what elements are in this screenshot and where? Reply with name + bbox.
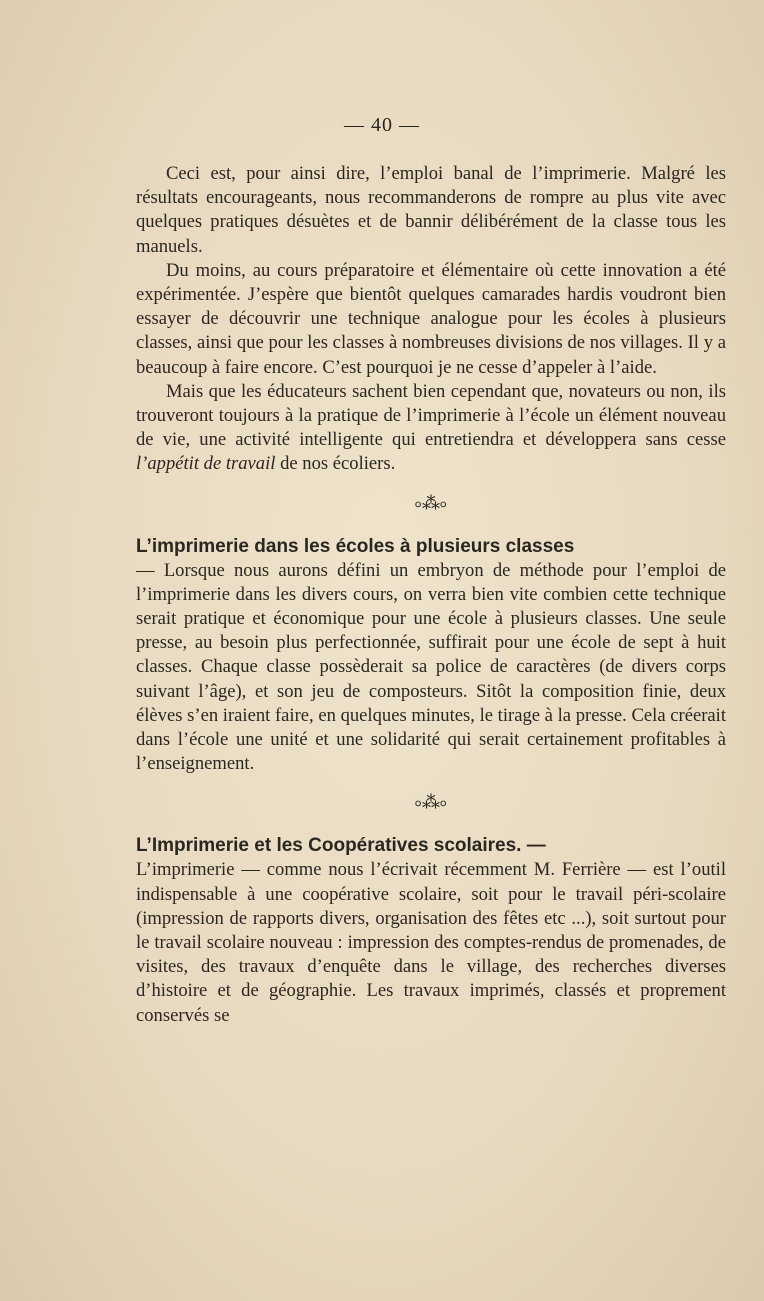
section-2-heading: L’Imprimerie et les Coopératives scolaires. — [136, 835, 522, 857]
paragraph-3-italic: l’appétit de travail — [136, 453, 276, 475]
paragraph-3 — [136, 380, 726, 477]
section-2-dash: — — [521, 835, 546, 857]
section-1-heading: L’imprimerie dans les écoles à plusieurs classes — [136, 535, 575, 557]
paragraph-1: Ceci est, pour ainsi dire, l’emploi banal de l’imprimerie. Malgré les résultats encourageants, nous recommanderons de rompre au plus vite avec quelques pratiques désuètes et de bannir délibérément de la classe tous les manuels. — [136, 163, 726, 257]
page-number: — 40 — — [344, 114, 420, 136]
section-2-heading-line — [136, 834, 726, 858]
paragraph-2: Du moins, au cours préparatoire et élémentaire où cette innovation a été expérimentée. J’espère que bientôt quelques camarades hardis voudront bien essayer de découvrir une technique analogue pour les écoles à plusieurs classes, ainsi que pour les classes à nombreuses divisions de nos villages. Il y a beaucoup à faire encore. C’est pourquoi je ne cesse d’appeler à l’aide. — [136, 259, 726, 378]
section-1-body: — Lorsque nous aurons défini un embryon de méthode pour l’emploi de l’imprimerie dans les divers cours, on verra bien vite combien cette technique serait pratique et économique pour une école à plusieurs classes. Une seule presse, au besoin plus perfectionnée, suffirait pour une école de sept à huit classes. Chaque classe possèderait sa police de caractères (de divers corps suivant l’âge), et son jeu de composteurs. Sitôt la composition finie, deux élèves s’en iraient faire, en quelques minutes, le tirage à la presse. Cela créerait dans l’école une unité et une solidarité qui serait certainement profitables à l’enseignement. — [136, 559, 726, 775]
section-cooperatives — [136, 834, 726, 1027]
paragraph-3-text: Mais que les éducateurs sachent bien cependant que, novateurs ou non, ils trouveront toujours à la pratique de l’imprimerie à l’école un élément nouveau de vie, une activité intelligente qui entretiendra et développera sans cesse — [136, 380, 726, 451]
ornament-divider-2: ৹⁂৹ — [414, 792, 448, 813]
section-imprimerie-ecoles — [136, 535, 726, 777]
page-content — [136, 162, 726, 1028]
section-2-body: L’imprimerie — comme nous l’écrivait récemment M. Ferrière — est l’outil indispensable à une coopérative scolaire, soit pour le travail péri-scolaire (impression de rapports divers, organisation des fêtes etc ...), soit surtout pour le travail scolaire nouveau : impression des comptes-rendus de promenades, de visites, des travaux d’enquête dans le village, des recherches diverses d’histoire et de géographie. Les travaux imprimés, classés et proprement conservés se — [136, 859, 726, 1026]
ornament-divider-1: ৹⁂৹ — [414, 492, 448, 513]
paragraph-3-end: de nos écoliers. — [275, 453, 396, 475]
